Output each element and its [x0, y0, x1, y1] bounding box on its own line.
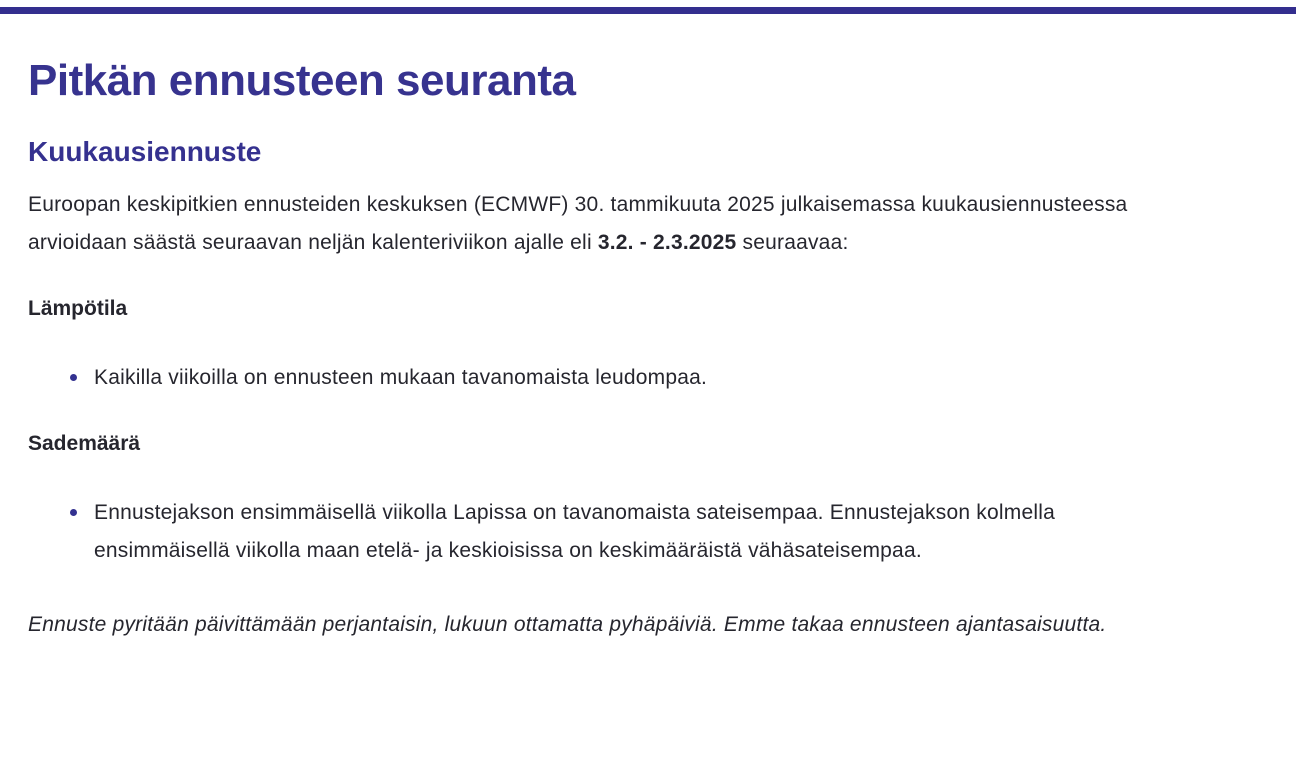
list-item-text: Kaikilla viikoilla on ennusteen mukaan tavanomaista leudompaa. [94, 366, 708, 389]
temperature-bullet-list [28, 359, 1268, 397]
page-title: Pitkän ennusteen seuranta [28, 56, 576, 105]
bullet-dot-icon [70, 509, 77, 516]
list-item-text: Ennustejakson ensimmäisellä viikolla Lapissa on tavanomaista sateisempaa. Ennustejakson kolmella ensimmäisellä viikolla maan etelä- ja keskioisissa on keskimääräistä vähäsateisempaa. [94, 501, 1055, 562]
date-range: 3.2. - 2.3.2025 [597, 231, 737, 254]
update-disclaimer: Ennuste pyritään päivittämään perjantaisin, lukuun ottamatta pyhäpäiviä. Emme takaa ennusteen ajantasaisuutta. [28, 613, 1107, 636]
list-item [94, 359, 1144, 397]
intro-text-after: seuraavaa: [736, 231, 849, 254]
temperature-section-heading: Lämpötila [28, 297, 128, 320]
top-accent-bar [0, 7, 1296, 14]
intro-paragraph [28, 186, 1148, 262]
bullet-dot-icon [70, 374, 77, 381]
intro-text-before: Euroopan keskipitkien ennusteiden keskuksen (ECMWF) 30. tammikuuta 2025 julkaisemassa kuukausiennusteessa arvioidaan säästä seuraavan neljän kalenteriviikon ajalle eli [28, 193, 1128, 254]
precipitation-bullet-list [28, 494, 1268, 570]
article-content [0, 56, 1296, 644]
monthly-forecast-subtitle: Kuukausiennuste [28, 136, 262, 167]
precipitation-section-heading: Sademäärä [28, 432, 141, 455]
list-item [94, 494, 1144, 570]
